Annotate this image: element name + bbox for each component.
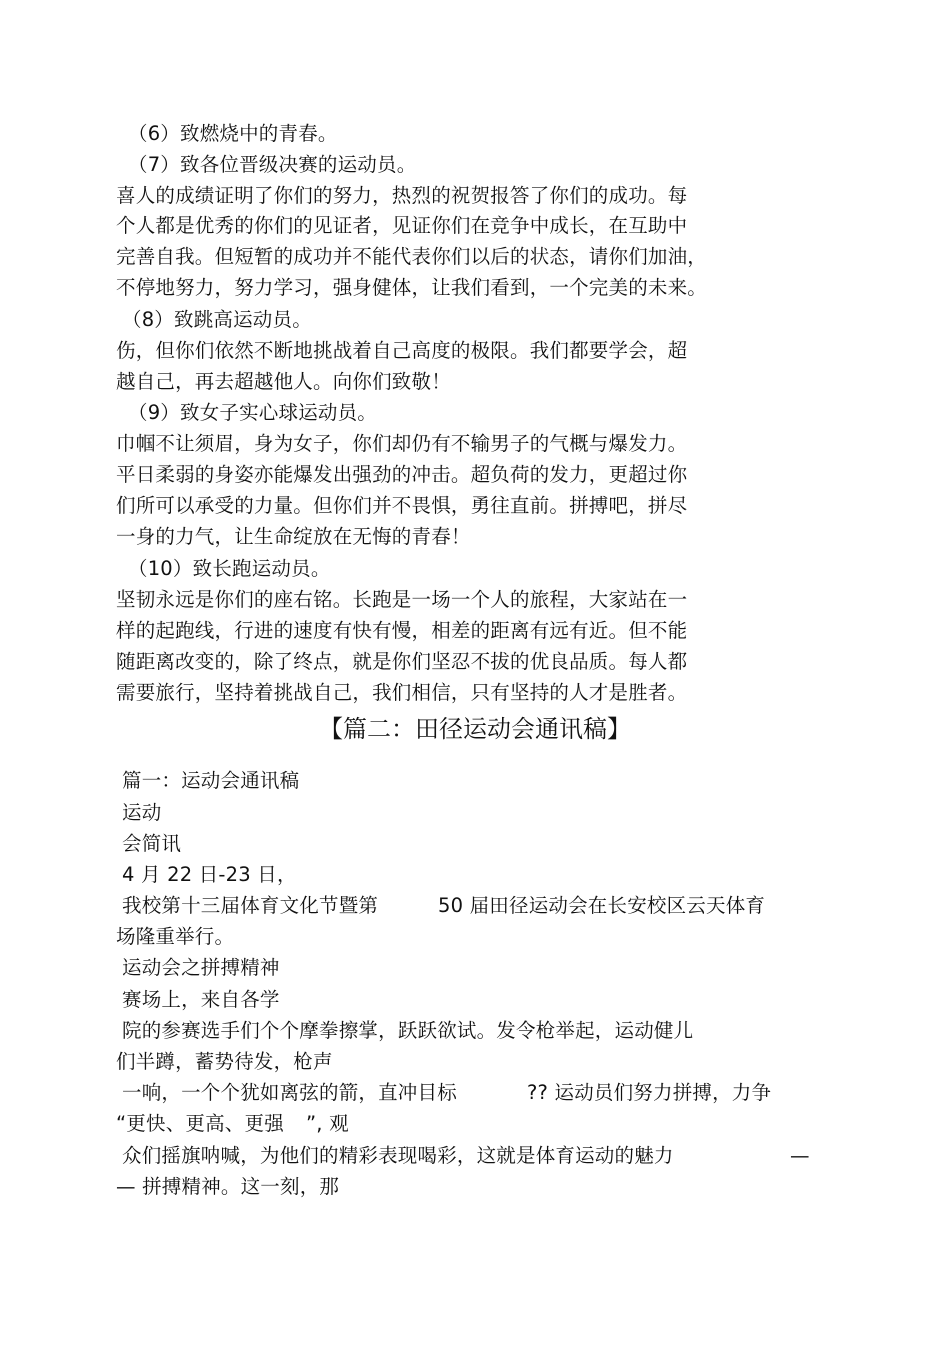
s2-line-8: 赛场上，来自各学 xyxy=(122,988,280,1011)
s2-line-13a: 众们摇旗呐喊，为他们的精彩表现喝彩，这就是体育运动的魅力 xyxy=(122,1144,674,1167)
para-10-line-3: 随距离改变的，除了终点，就是你们坚忍不拔的优良品质。每人都 xyxy=(116,650,688,673)
heading-9: （9）致女子实心球运动员。 xyxy=(128,401,378,424)
s2-line-2: 运动 xyxy=(122,801,162,824)
para-7-line-4: 不停地努力，努力学习，强身健体，让我们看到，一个完美的未来。 xyxy=(116,276,708,299)
heading-10: （10）致长跑运动员。 xyxy=(128,557,331,580)
para-8-line-2: 越自己，再去超越他人。向你们致敬！ xyxy=(116,370,451,393)
s2-line-10: 们半蹲，蓄势待发，枪声 xyxy=(116,1050,333,1073)
section-2-title: 【篇二：田径运动会通讯稿】 xyxy=(319,715,631,743)
para-7-line-3: 完善自我。但短暂的成功并不能代表你们以后的状态，请你们加油， xyxy=(116,245,708,268)
para-10-line-1: 坚韧永远是你们的座右铭。长跑是一场一个人的旅程，大家站在一 xyxy=(116,588,688,611)
para-10-line-4: 需要旅行，坚持着挑战自己，我们相信，只有坚持的人才是胜者。 xyxy=(116,681,688,704)
s2-line-12a: “更快、更高、更强 xyxy=(116,1112,284,1135)
heading-8: （8）致跳高运动员。 xyxy=(122,308,312,331)
s2-line-1: 篇一：运动会通讯稿 xyxy=(122,769,300,792)
s2-line-3: 会简讯 xyxy=(122,832,182,855)
s2-line-13b: — xyxy=(790,1144,810,1167)
s2-line-4: 4 月 22 日-23 日， xyxy=(122,863,297,886)
s2-line-11b: ?? 运动员们努力拼搏，力争 xyxy=(527,1081,772,1104)
heading-6: （6）致燃烧中的青春。 xyxy=(128,122,338,145)
para-10-line-2: 样的起跑线，行进的速度有快有慢，相差的距离有远有近。但不能 xyxy=(116,619,688,642)
s2-line-12b: ”, 观 xyxy=(306,1112,349,1135)
heading-7: （7）致各位晋级决赛的运动员。 xyxy=(128,153,417,176)
s2-line-7: 运动会之拼搏精神 xyxy=(122,956,280,979)
s2-line-5b: 50 届田径运动会在长安校区云天体育 xyxy=(438,894,766,917)
para-9-line-4: 一身的力气，让生命绽放在无悔的青春！ xyxy=(116,525,471,548)
s2-line-6: 场隆重举行。 xyxy=(116,925,235,948)
s2-line-14: — 拼搏精神。这一刻，那 xyxy=(116,1175,340,1198)
para-7-line-1: 喜人的成绩证明了你们的努力，热烈的祝贺报答了你们的成功。每 xyxy=(116,184,688,207)
s2-line-9: 院的参赛选手们个个摩拳擦掌，跃跃欲试。发令枪举起，运动健儿 xyxy=(122,1019,694,1042)
para-7-line-2: 个人都是优秀的你们的见证者，见证你们在竞争中成长，在互助中 xyxy=(116,214,688,237)
para-9-line-3: 们所可以承受的力量。但你们并不畏惧，勇往直前。拼搏吧，拼尽 xyxy=(116,494,688,517)
para-9-line-2: 平日柔弱的身姿亦能爆发出强劲的冲击。超负荷的发力，更超过你 xyxy=(116,463,688,486)
para-9-line-1: 巾帼不让须眉，身为女子，你们却仍有不输男子的气概与爆发力。 xyxy=(116,432,688,455)
s2-line-5a: 我校第十三届体育文化节暨第 xyxy=(122,894,379,917)
s2-line-11a: 一响，一个个犹如离弦的箭，直冲目标 xyxy=(122,1081,457,1104)
para-8-line-1: 伤，但你们依然不断地挑战着自己高度的极限。我们都要学会，超 xyxy=(116,339,688,362)
